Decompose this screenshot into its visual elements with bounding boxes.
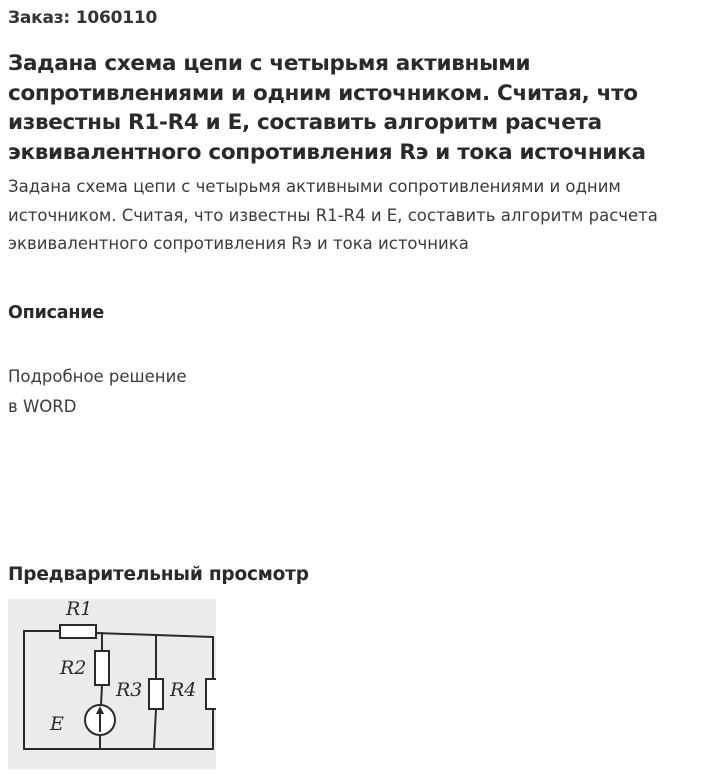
- r3-label: R3: [116, 679, 143, 701]
- preview-image: [8, 599, 216, 769]
- r2-resistor: [95, 651, 109, 685]
- description-line-1: Подробное решение: [8, 367, 187, 386]
- preview-heading: Предварительный просмотр: [8, 564, 309, 585]
- e-label: E: [50, 713, 64, 735]
- r4-label: R4: [170, 679, 197, 701]
- order-number: Заказ: 1060110: [8, 8, 158, 28]
- r1-resistor: [60, 625, 96, 638]
- circuit-diagram: [8, 599, 216, 769]
- r3-bottom-wire: [154, 709, 156, 749]
- task-description: Задана схема цепи с четырьмя активными сопротивлениями и одним источником. Считая, что известны R1-R4 и E, составить алгоритм расчета эквивалентного сопротивления Rэ и тока источника: [8, 177, 658, 253]
- top-wire-right: [96, 633, 213, 637]
- r2-bottom-wire: [101, 685, 102, 705]
- description-line-2: в WORD: [8, 397, 77, 416]
- page-title: Задана схема цепи с четырьмя активными сопротивлениями и одним источником. Считая, что известны R1-R4 и E, составить алгоритм расчета эквивалентного сопротивления Rэ и тока источника: [8, 51, 646, 165]
- r4-resistor: [206, 679, 216, 709]
- r3-resistor: [149, 679, 163, 709]
- r1-label: R1: [66, 599, 93, 620]
- description-heading: Описание: [8, 303, 105, 323]
- r2-label: R2: [60, 657, 87, 679]
